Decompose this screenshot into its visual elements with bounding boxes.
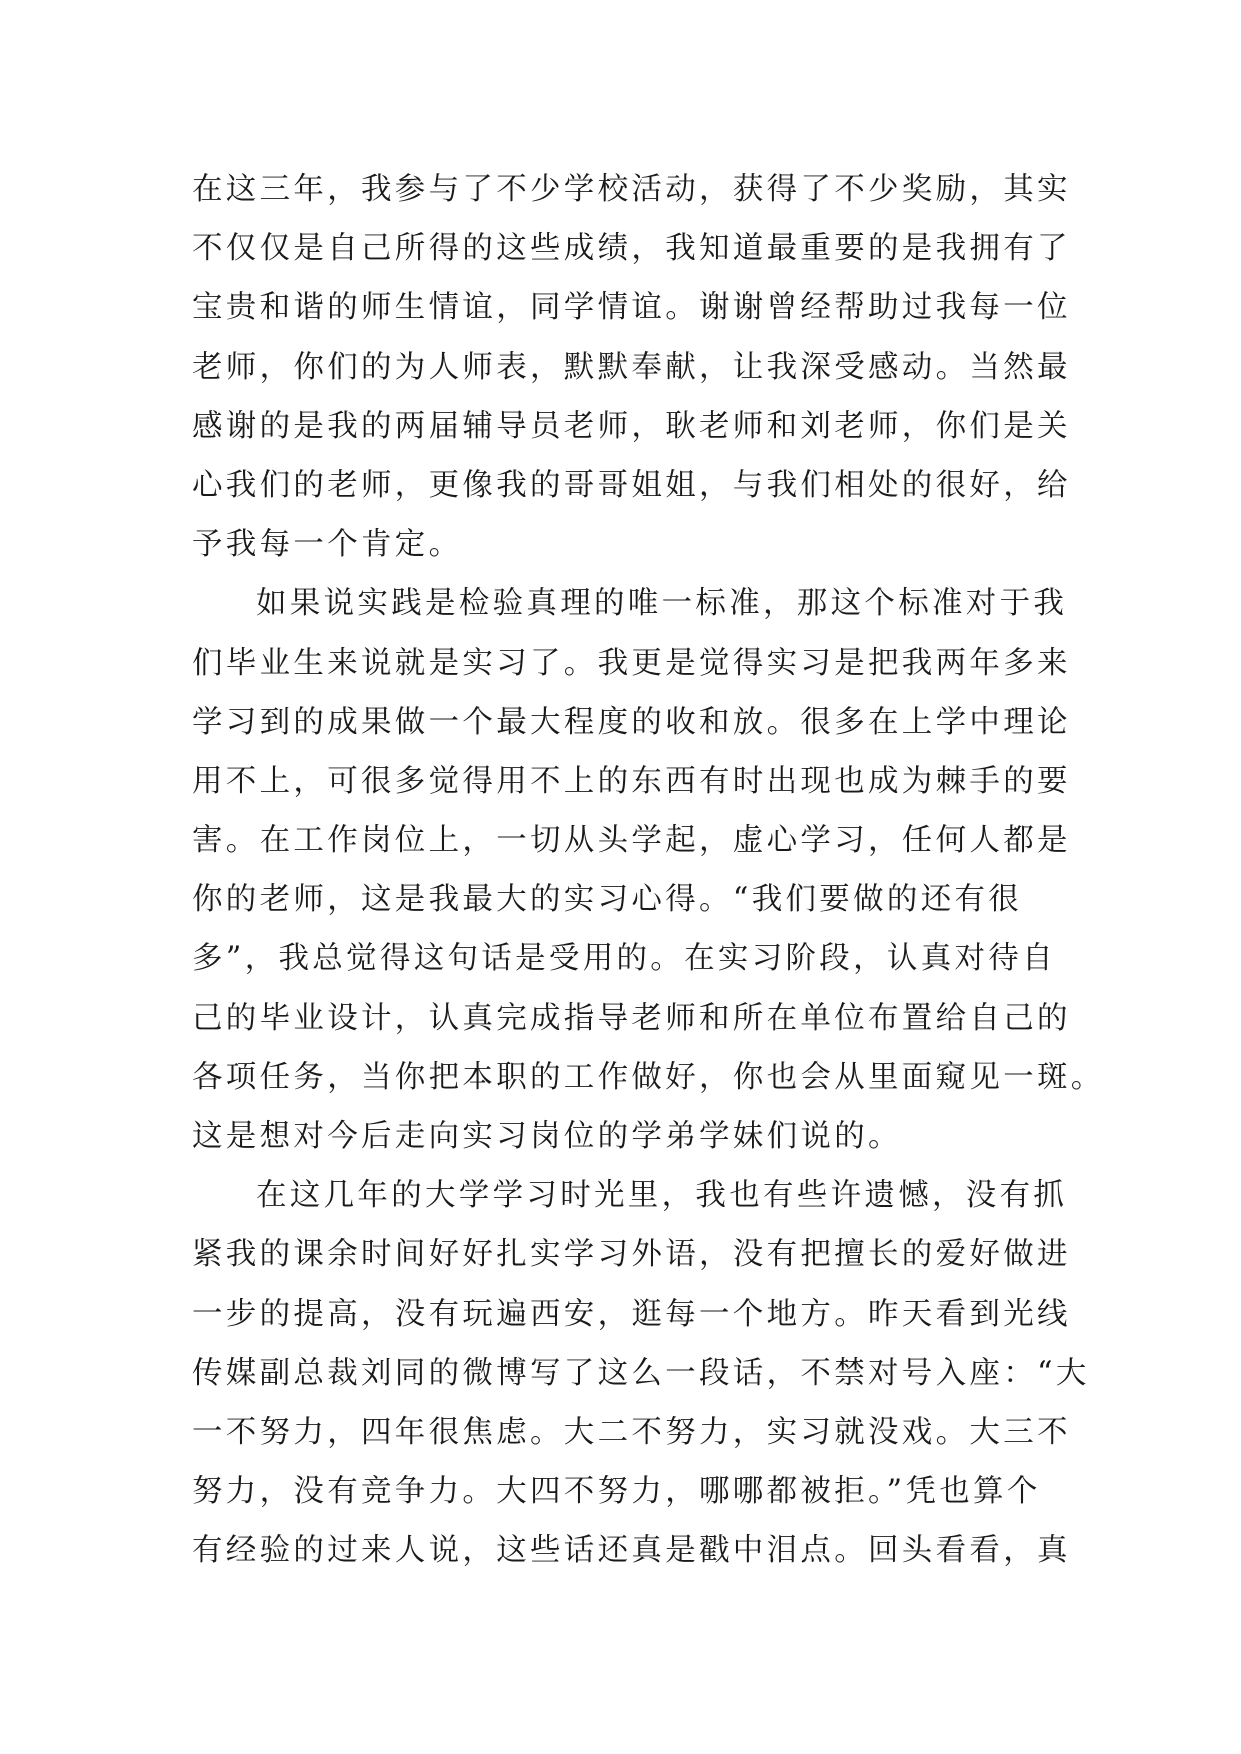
text-line: 这是想对今后走向实习岗位的学弟学妹们说的。 xyxy=(192,1119,902,1154)
text-line: 感谢的是我的两届辅导员老师，耿老师和刘老师，你们是关 xyxy=(192,408,1071,444)
text-line: 有经验的过来人说，这些话还真是戳中泪点。回头看看，真 xyxy=(192,1533,1071,1569)
text-line: 己的毕业设计，认真完成指导老师和所在单位布置给自己的 xyxy=(192,1000,1071,1036)
text-line: 害。在工作岗位上，一切从头学起，虚心学习，任何人都是 xyxy=(192,823,1071,859)
text-line: 不仅仅是自己所得的这些成绩，我知道最重要的是我拥有了 xyxy=(192,231,1071,267)
text-line: 多”，我总觉得这句话是受用的。在实习阶段，认真对待自 xyxy=(192,941,1056,977)
text-line: 学习到的成果做一个最大程度的收和放。很多在上学中理论 xyxy=(192,704,1071,740)
text-line: 予我每一个肯定。 xyxy=(192,527,463,563)
text-line: 用不上，可很多觉得用不上的东西有时出现也成为棘手的要 xyxy=(192,763,1071,799)
text-line: 们毕业生来说就是实习了。我更是觉得实习是把我两年多来 xyxy=(192,645,1071,681)
text-line: 传媒副总裁刘同的微博写了这么一段话，不禁对号入座：“大 xyxy=(192,1355,1090,1391)
text-line: 心我们的老师，更像我的哥哥姐姐，与我们相处的很好，给 xyxy=(192,467,1071,503)
text-line: 努力，没有竞争力。大四不努力，哪哪都被拒。”凭也算个 xyxy=(192,1474,1041,1510)
paragraph-first-line: 如果说实践是检验真理的唯一标准，那这个标准对于我 xyxy=(256,586,1068,622)
text-line: 一步的提高，没有玩遍西安，逛每一个地方。昨天看到光线 xyxy=(192,1296,1071,1332)
text-line: 各项任务，当你把本职的工作做好，你也会从里面窥见一斑。 xyxy=(192,1059,1105,1095)
text-line: 一不努力，四年很焦虑。大二不努力，实习就没戏。大三不 xyxy=(192,1414,1071,1450)
text-line: 宝贵和谐的师生情谊，同学情谊。谢谢曾经帮助过我每一位 xyxy=(192,290,1071,326)
text-line: 你的老师，这是我最大的实习心得。“我们要做的还有很 xyxy=(192,882,1023,918)
body-text xyxy=(192,160,1105,1581)
paragraph-first-line: 在这几年的大学学习时光里，我也有些许遗憾，没有抓 xyxy=(256,1178,1068,1214)
text-line: 老师，你们的为人师表，默默奉献，让我深受感动。当然最 xyxy=(192,349,1071,385)
text-line: 紧我的课余时间好好扎实学习外语，没有把擅长的爱好做进 xyxy=(192,1237,1071,1273)
text-line: 在这三年，我参与了不少学校活动，获得了不少奖励，其实 xyxy=(192,172,1071,207)
